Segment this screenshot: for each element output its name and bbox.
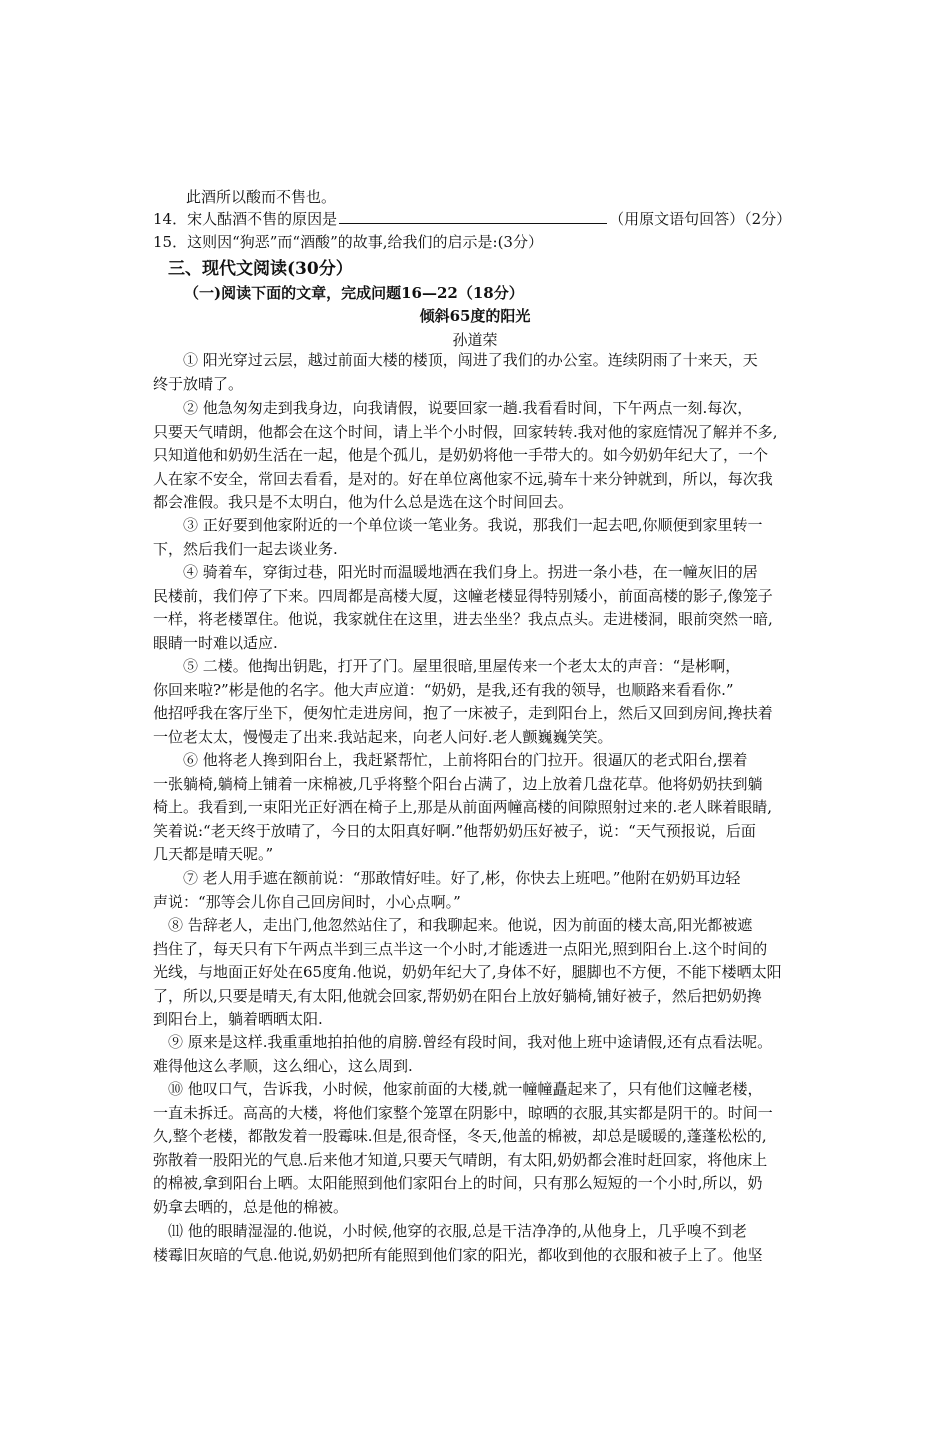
paragraph-line: 到阳台上，躺着晒晒太阳. (153, 1010, 323, 1028)
paragraph-line: ⑾ 他的眼睛湿湿的.他说，小时候,他穿的衣服,总是干洁净净的,从他身上，几乎嗅不到老 (153, 1222, 747, 1240)
section-subtitle: （一)阅读下面的文章，完成问题16—22（18分） (184, 284, 524, 302)
paragraph-line: ② 他急匆匆走到我身边，向我请假，说要回家一趟.我看看时间，下午两点一刻.每次， (153, 399, 753, 417)
paragraph-10 (153, 1078, 823, 1219)
paragraph-line: 只知道他和奶奶生活在一起，他是个孤儿，是奶奶将他一手带大的。如今奶奶年纪大了，一个 (153, 446, 769, 464)
paragraph-line: ⑧ 告辞老人，走出门,他忽然站住了，和我聊起来。他说，因为前面的楼太高,阳光都被遮 (153, 916, 753, 934)
paragraph-3 (153, 514, 823, 561)
paragraph-line: 楼霉旧灰暗的气息.他说,奶奶把所有能照到他们家的阳光，都收到他的衣服和被子上了。他坚 (153, 1245, 763, 1264)
paragraph-line: 声说：“那等会儿你自己回房间时，小心点啊。” (153, 892, 461, 911)
paragraph-line: ④ 骑着车，穿街过巷，阳光时而温暖地洒在我们身上。拐进一条小巷，在一幢灰旧的居 (153, 563, 758, 581)
previous-passage-line: 此酒所以酸而不售也。 (186, 188, 337, 206)
paragraph-9 (153, 1031, 823, 1078)
paragraph-line: 一直未拆迁。高高的大楼，将他们家整个笼罩在阴影中，晾晒的衣服,其实都是阴干的。时间一 (153, 1103, 773, 1122)
paragraph-line: 一样，将老楼罩住。他说，我家就住在这里，进去坐坐？我点点头。走进楼洞，眼前突然一暗, (153, 610, 773, 628)
paragraph-line: 民楼前，我们停了下来。四周都是高楼大厦，这幢老楼显得特别矮小，前面高楼的影子,像笼子 (153, 586, 773, 605)
paragraph-line: 椅上。我看到,一束阳光正好洒在椅子上,那是从前面两幢高楼的间隙照射过来的.老人眯着眼睛, (153, 798, 773, 816)
paragraph-line: 眼睛一时难以适应. (153, 633, 278, 652)
paragraph-line: 一张躺椅,躺椅上铺着一床棉被,几乎将整个阳台占满了，边上放着几盘花草。他将奶奶扶到躺 (153, 774, 763, 793)
paragraph-11 (153, 1220, 823, 1267)
paragraph-6 (153, 749, 823, 867)
paragraph-line: 笑着说:“老天终于放晴了，今日的太阳真好啊.”他帮奶奶压好被子，说：“天气预报说，后面 (153, 821, 756, 840)
paragraph-line: 弥散着一股阳光的气息.后来他才知道,只要天气晴朗，有太阳,奶奶都会准时赶回家，将他床上 (153, 1150, 768, 1169)
paragraph-line: 久,整个老楼，都散发着一股霉味.但是,很奇怪，冬天,他盖的棉被，却总是暖暖的,蓬蓬松松的, (153, 1127, 767, 1145)
question-15: 15．这则因“狗恶”而“酒酸”的故事,给我们的启示是:(3分） (153, 233, 543, 251)
paragraph-line: 难得他这么孝顺，这么细心，这么周到. (153, 1056, 413, 1075)
paragraph-line: ⑤ 二楼。他掏出钥匙，打开了门。屋里很暗,里屋传来一个老太太的声音：“是彬啊， (153, 657, 741, 675)
question-14 (153, 208, 791, 230)
paragraph-line: 一位老太太，慢慢走了出来.我站起来，向老人问好.老人颤巍巍笑笑。 (153, 727, 613, 746)
question-14-suffix: （用原文语句回答）（2分） (609, 210, 792, 228)
paragraph-line: 你回来啦?”彬是他的名字。他大声应道：“奶奶，是我,还有我的领导，也顺路来看看你.” (153, 680, 734, 699)
paragraph-line: 了，所以,只要是晴天,有太阳,他就会回家,帮奶奶在阳台上放好躺椅,铺好被子，然后把奶奶搀 (153, 986, 762, 1005)
paragraph-line: 挡住了，每天只有下午两点半到三点半这一个小时,才能透进一点阳光,照到阳台上.这个时间的 (153, 939, 768, 958)
paragraph-line: ① 阳光穿过云层，越过前面大楼的楼顶，闯进了我们的办公室。连续阴雨了十来天，天 (153, 351, 758, 369)
paragraph-line: 下，然后我们一起去谈业务. (153, 539, 338, 558)
paragraph-2 (153, 397, 823, 515)
paragraph-line: ③ 正好要到他家附近的一个单位谈一笔业务。我说，那我们一起去吧,你顺便到家里转一 (153, 516, 763, 534)
answer-blank[interactable] (339, 209, 607, 224)
paragraph-line: 终于放晴了。 (153, 374, 244, 393)
section-title: 三、现代文阅读(30分） (168, 259, 353, 279)
paragraph-8 (153, 914, 823, 1032)
paragraph-line: 人在家不安全，常回去看看，是对的。好在单位离他家不远,骑车十来分钟就到，所以，每次我 (153, 469, 773, 488)
paragraph-line: ⑨ 原来是这样.我重重地拍拍他的肩膀.曾经有段时间，我对他上班中途请假,还有点看法呢。 (153, 1033, 773, 1051)
paragraph-line: 光线，与地面正好处在65度角.他说，奶奶年纪大了,身体不好，腿脚也不方便，不能下楼晒太阳 (153, 963, 782, 981)
paragraph-1 (153, 349, 823, 396)
paragraph-line: 奶拿去晒的，总是他的棉被。 (153, 1197, 349, 1216)
paragraph-5 (153, 655, 823, 749)
paragraph-line: ⑩ 他叹口气，告诉我，小时候，他家前面的大楼,就一幢幢矗起来了，只有他们这幢老楼， (153, 1080, 763, 1098)
paragraph-line: 几天都是晴天呢。” (153, 845, 274, 863)
paragraph-line: 都会准假。我只是不太明白，他为什么总是选在这个时间回去。 (153, 493, 574, 511)
question-14-prefix: 14．宋人酤酒不售的原因是 (153, 210, 338, 228)
article-author: 孙道荣 (452, 331, 498, 349)
paragraph-line: 他招呼我在客厅坐下，便匆忙走进房间，抱了一床被子，走到阳台上，然后又回到房间,搀扶着 (153, 704, 773, 722)
paragraph-line: 只要天气晴朗，他都会在这个时间，请上半个小时假，回家转转.我对他的家庭情况了解并不多, (153, 422, 778, 441)
paragraph-7 (153, 867, 823, 914)
paragraph-4 (153, 561, 823, 655)
paragraph-line: ⑥ 他将老人搀到阳台上，我赶紧帮忙，上前将阳台的门拉开。很逼仄的老式阳台,摆着 (153, 751, 748, 769)
article-title: 倾斜65度的阳光 (419, 307, 531, 325)
paragraph-line: 的棉被,拿到阳台上晒。太阳能照到他们家阳台上的时间，只有那么短短的一个小时,所以，奶 (153, 1174, 763, 1192)
paragraph-line: ⑦ 老人用手遮在额前说：“那敢情好哇。好了,彬，你快去上班吧。”他附在奶奶耳边轻 (153, 869, 741, 887)
